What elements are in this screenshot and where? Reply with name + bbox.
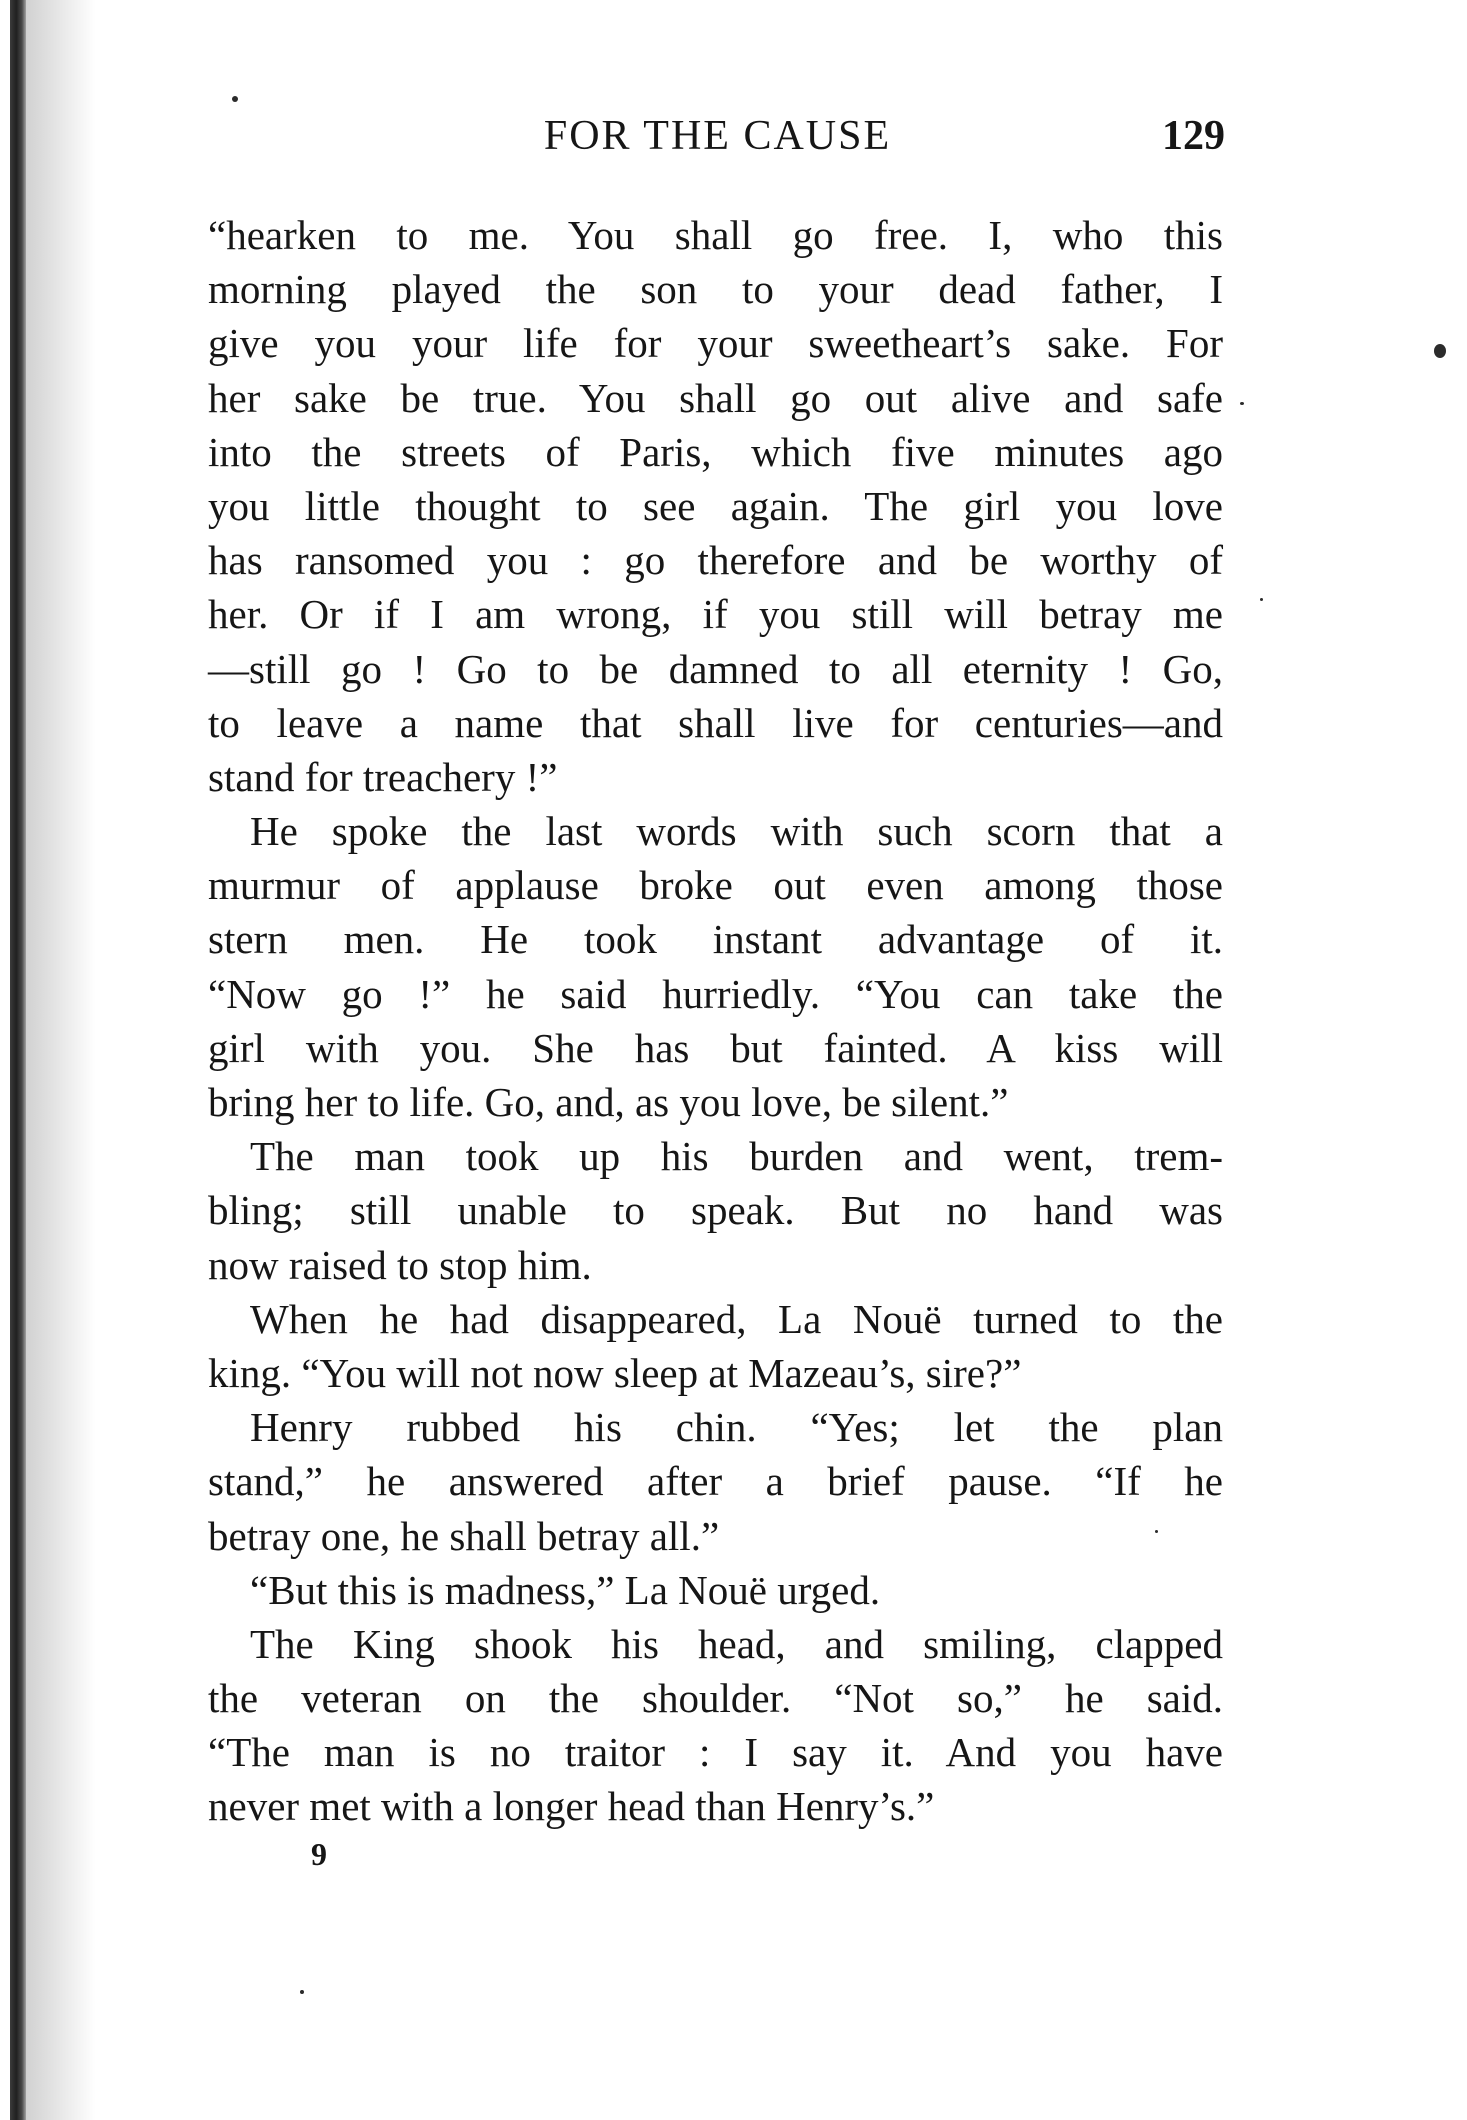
text-line: her sake be true. You shall go out alive and safe [208, 374, 1223, 421]
scan-speck [1260, 598, 1263, 601]
binding-edge [10, 0, 26, 2120]
text-line: “hearken to me. You shall go free. I, who this [208, 212, 1223, 258]
body-text [208, 208, 1223, 1834]
text-line: stand,” he answered after a brief pause. “If he [208, 1458, 1223, 1505]
text-line: girl with you. She has but fainted. A kiss will [208, 1024, 1223, 1071]
scan-speck [1240, 402, 1244, 405]
page-number: 129 [1162, 113, 1225, 159]
signature-mark: 9 [311, 1836, 327, 1872]
text-line: her. Or if I am wrong, if you still will betray me [208, 591, 1223, 638]
text-line: into the streets of Paris, which five minutes ago [208, 428, 1223, 475]
text-line: murmur of applause broke out even among those [208, 862, 1223, 909]
text-line: bring her to life. Go, and, as you love, be silent.” [208, 1079, 1009, 1125]
text-line: you little thought to see again. The girl you love [208, 482, 1223, 529]
text-line: morning played the son to your dead father, I [208, 266, 1223, 313]
scan-speck [300, 1990, 304, 1994]
text-line: never met with a longer head than Henry’s.” [208, 1783, 935, 1830]
text-line: king. “You will not now sleep at Mazeau’s, sire?” [208, 1349, 1022, 1396]
text-line: now raised to stop him. [208, 1241, 592, 1288]
scan-speck [232, 96, 238, 102]
text-line: When he had disappeared, La Nouë turned to the [250, 1295, 1223, 1342]
text-line: “But this is madness,” La Nouë urged. [250, 1566, 881, 1613]
text-line: give you your life for your sweetheart’s sake. For [208, 320, 1223, 367]
text-line: has ransomed you : go therefore and be worthy of [208, 537, 1223, 584]
text-line: to leave a name that shall live for centuries—and [208, 699, 1223, 746]
text-line: The man took up his burden and went, trem- [250, 1133, 1223, 1180]
text-line: —still go ! Go to be damned to all eternity ! Go, [208, 645, 1223, 692]
text-line: the veteran on the shoulder. “Not so,” he said. [208, 1675, 1223, 1722]
text-line: stand for treachery !” [208, 753, 558, 800]
page-header [210, 112, 1225, 172]
text-line: betray one, he shall betray all.” [208, 1512, 720, 1559]
running-title: FOR THE CAUSE [543, 113, 892, 159]
text-line: He spoke the last words with such scorn that a [250, 808, 1223, 855]
text-line: bling; still unable to speak. But no hand was [208, 1187, 1223, 1234]
text-line: “Now go !” he said hurriedly. “You can take the [208, 970, 1223, 1017]
binding-shadow [26, 0, 96, 2120]
text-line: Henry rubbed his chin. “Yes; let the plan [250, 1404, 1223, 1451]
text-line: stern men. He took instant advantage of it. [208, 916, 1223, 963]
text-line: The King shook his head, and smiling, clapped [250, 1620, 1223, 1667]
text-line: “The man is no traitor : I say it. And you have [208, 1729, 1223, 1776]
scan-speck [1434, 344, 1446, 358]
